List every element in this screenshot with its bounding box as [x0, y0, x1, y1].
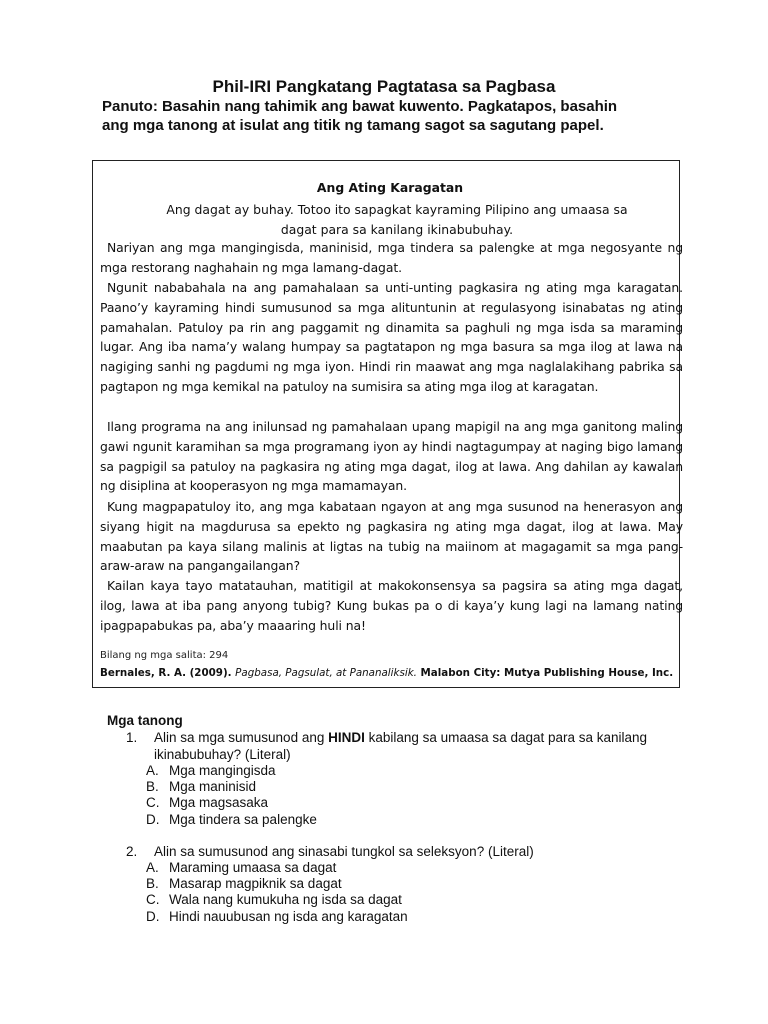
citation-author: Bernales, R. A. (2009). — [100, 667, 236, 679]
choice-text: Mga magsasaka — [169, 795, 269, 811]
question-text: Alin sa sumusunod ang sinasabi tungkol sa seleksyon? (Literal) — [154, 844, 534, 859]
instructions-line: Panuto: Basahin nang tahimik ang bawat kuwento. Pagkatapos, basahin — [102, 98, 618, 115]
choice-letter: C. — [146, 795, 160, 811]
instructions-line: ang mga tanong at isulat ang titik ng tamang sagot sa sagutang papel. — [102, 117, 604, 134]
choice-text: Mga maninisid — [169, 779, 257, 795]
question-text — [154, 729, 674, 763]
story-paragraph: Ang dagat ay buhay. Totoo ito sapagkat kayraming Pilipino ang umaasa sa dagat para sa kanilang ikinabubuhay. — [166, 202, 628, 237]
citation-publisher: Malabon City: Mutya Publishing House, Inc. — [416, 667, 674, 679]
choice-text: Masarap magpiknik sa dagat — [169, 876, 342, 892]
choice-letter: A. — [146, 763, 159, 778]
question-number: 1. — [126, 730, 138, 745]
story-paragraph: Nariyan ang mga mangingisda, maninisid, mga tindera sa palengke at mga negosyante ng mga restorang naghahain ng mga lamang-dagat. — [100, 240, 683, 275]
instructions — [102, 97, 722, 135]
choice-text: Mga tindera sa palengke — [169, 811, 317, 827]
citation-work: Pagbasa, Pagsulat, at Pananaliksik. — [235, 667, 417, 679]
story-paragraph: Ilang programa na ang inilunsad ng pamahalaan upang mapigil na ang mga ganitong maling gawi ngunit karamihan sa mga programang iyon ay hindi nagtagumpay at naging bigo lamang sa pagpigil sa patuloy na pagkasira ng ating mga dagat, ilog at lawa. Ang dahilan ay kawalan ng disiplina at kooperasyon ng mga mamamayan. — [100, 419, 683, 494]
story-paragraph: Kung magpapatuloy ito, ang mga kabataan ngayon at ang mga susunod na henerasyon ang siyang higit na magdurusa sa epekto ng pagkasira ng ating mga dagat, ilog at lawa. May maabutan pa kaya silang malinis at ligtas na tubig na maiinom at magagamit sa mga pang-araw-araw na pangangailangan? — [100, 499, 683, 574]
question-emphasis: HINDI — [328, 730, 365, 745]
choice-text: Hindi nauubusan ng isda ang karagatan — [169, 908, 408, 924]
choice-letter: D. — [146, 811, 160, 827]
question-text-part: Alin sa mga sumusunod ang — [154, 730, 329, 745]
choice-letter: A. — [146, 860, 159, 875]
question-number: 2. — [126, 844, 138, 859]
choice-letter: B. — [146, 876, 159, 892]
word-count: Bilang ng mga salita: 294 — [100, 650, 229, 661]
choice-text: Maraming umaasa sa dagat — [169, 860, 337, 875]
story-title: Ang Ating Karagatan — [316, 180, 464, 195]
choice-letter: C. — [146, 892, 160, 908]
story-paragraph: Kailan kaya tayo matatauhan, matitigil at makokonsensya sa pagsira sa ating mga dagat, ilog, lawa at iba pang anyong tubig? Kung bukas pa o di kaya’y kung lagi na lamang nating ipagpapabukas pa, aba’y maaaring huli na! — [100, 578, 683, 633]
story-paragraph: Ngunit nababahala na ang pamahalaan sa unti-unting pagkasira ng ating mga karagatan. Paano’y kayraming hindi sumusunod sa mga alituntunin at regulasyong isinabatas ng ating pamahalan. Patuloy pa rin ang paggamit ng dinamita sa paghuli ng mga isda sa maraming lugar. Ang iba nama’y walang humpay sa pagtatapon ng mga basura sa mga ilog at lawa na nagiging sanhi ng pagdumi ng mga iyon. Hindi rin maawat ang mga naglalakihang pabrika sa pagtapon ng mga kemikal na patuloy na sumisira sa ating mga ilog at karagatan. — [100, 280, 683, 394]
choice-letter: B. — [146, 779, 159, 795]
question-text-part: kabilang sa umaasa sa dagat para sa kanilang ikinabubuhay? (Literal) — [154, 730, 648, 762]
page-title: Phil-IRI Pangkatang Pagtatasa sa Pagbasa — [212, 77, 556, 96]
choice-text: Mga mangingisda — [169, 763, 276, 778]
choice-letter: D. — [146, 908, 160, 924]
questions-heading: Mga tanong — [107, 713, 183, 728]
citation — [100, 667, 678, 679]
choice-text: Wala nang kumukuha ng isda sa dagat — [169, 892, 402, 908]
